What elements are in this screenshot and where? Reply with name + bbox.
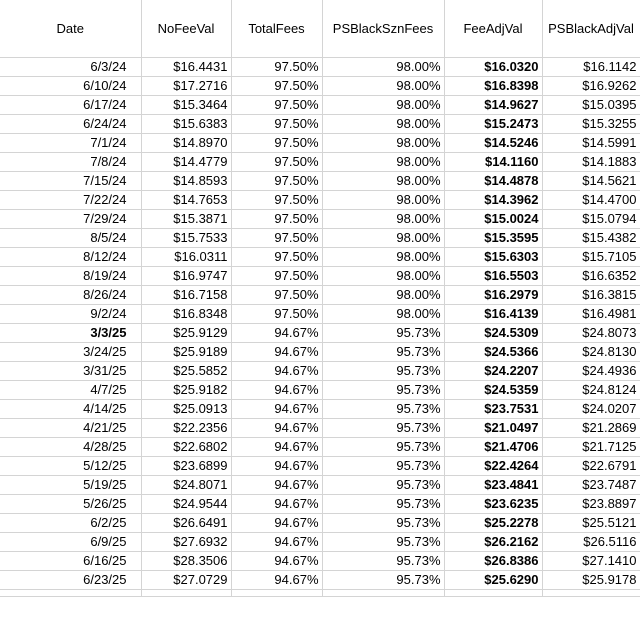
cell-fee-adj-val[interactable]: $15.0024 [444,210,542,229]
cell-ps-black-szn-fees[interactable]: 98.00% [322,115,444,134]
cell-no-fee-val[interactable]: $17.2716 [141,77,231,96]
table-row [0,267,640,286]
cell-total-fees[interactable]: 94.67% [231,381,322,400]
table-row [0,362,640,381]
table-row [0,514,640,533]
cell-ps-black-szn-fees[interactable]: 95.73% [322,552,444,571]
cell-ps-black-szn-fees[interactable]: 95.73% [322,514,444,533]
cell-date[interactable]: 7/8/24 [0,153,141,172]
cell-ps-black-adj-val[interactable]: $21.2869 [542,419,640,438]
cell-date[interactable]: 9/2/24 [0,305,141,324]
cell-ps-black-szn-fees[interactable]: 95.73% [322,400,444,419]
cell-date[interactable]: 3/3/25 [0,324,141,343]
cell-fee-adj-val[interactable]: $15.6303 [444,248,542,267]
cell-date[interactable]: 4/21/25 [0,419,141,438]
cell-date[interactable]: 4/28/25 [0,438,141,457]
table-row-partial [0,590,640,597]
column-header-date[interactable]: Date [0,0,141,58]
cell-no-fee-val[interactable]: $16.9747 [141,267,231,286]
table-row [0,210,640,229]
cell-fee-adj-val[interactable]: $14.5246 [444,134,542,153]
cell-empty[interactable] [0,590,141,597]
cell-date[interactable]: 3/24/25 [0,343,141,362]
cell-no-fee-val[interactable]: $16.7158 [141,286,231,305]
cell-total-fees[interactable]: 94.67% [231,476,322,495]
cell-date[interactable]: 6/16/25 [0,552,141,571]
cell-ps-black-szn-fees[interactable]: 95.73% [322,438,444,457]
header-row [0,0,640,58]
cell-no-fee-val[interactable]: $24.8071 [141,476,231,495]
cell-fee-adj-val[interactable]: $16.4139 [444,305,542,324]
table-row [0,533,640,552]
cell-ps-black-adj-val[interactable]: $24.8130 [542,343,640,362]
cell-ps-black-szn-fees[interactable]: 98.00% [322,58,444,77]
table-body [0,58,640,597]
table-row [0,77,640,96]
cell-ps-black-szn-fees[interactable]: 98.00% [322,248,444,267]
cell-ps-black-szn-fees[interactable]: 98.00% [322,153,444,172]
cell-total-fees[interactable]: 97.50% [231,210,322,229]
cell-fee-adj-val[interactable]: $22.4264 [444,457,542,476]
table-row [0,115,640,134]
cell-total-fees[interactable]: 97.50% [231,96,322,115]
cell-ps-black-adj-val[interactable]: $15.0794 [542,210,640,229]
cell-ps-black-szn-fees[interactable]: 98.00% [322,172,444,191]
cell-ps-black-szn-fees[interactable]: 95.73% [322,324,444,343]
cell-no-fee-val[interactable]: $25.9182 [141,381,231,400]
cell-total-fees[interactable]: 97.50% [231,77,322,96]
cell-date[interactable]: 6/17/24 [0,96,141,115]
cell-no-fee-val[interactable]: $16.0311 [141,248,231,267]
cell-ps-black-adj-val[interactable]: $24.8124 [542,381,640,400]
cell-date[interactable]: 5/19/25 [0,476,141,495]
cell-no-fee-val[interactable]: $15.6383 [141,115,231,134]
cell-ps-black-adj-val[interactable]: $14.5991 [542,134,640,153]
cell-ps-black-szn-fees[interactable]: 98.00% [322,77,444,96]
cell-ps-black-adj-val[interactable]: $24.0207 [542,400,640,419]
cell-total-fees[interactable]: 97.50% [231,115,322,134]
column-header-total-fees[interactable]: TotalFees [231,0,322,58]
cell-ps-black-adj-val[interactable]: $22.6791 [542,457,640,476]
cell-ps-black-adj-val[interactable]: $14.1883 [542,153,640,172]
cell-no-fee-val[interactable]: $24.9544 [141,495,231,514]
cell-ps-black-szn-fees[interactable]: 95.73% [322,419,444,438]
cell-date[interactable]: 7/22/24 [0,191,141,210]
cell-no-fee-val[interactable]: $14.8970 [141,134,231,153]
cell-no-fee-val[interactable]: $22.6802 [141,438,231,457]
table-row [0,381,640,400]
cell-fee-adj-val[interactable]: $14.4878 [444,172,542,191]
cell-ps-black-szn-fees[interactable]: 98.00% [322,134,444,153]
cell-total-fees[interactable]: 97.50% [231,172,322,191]
cell-no-fee-val[interactable]: $15.7533 [141,229,231,248]
cell-no-fee-val[interactable]: $25.9129 [141,324,231,343]
table-row [0,400,640,419]
cell-total-fees[interactable]: 97.50% [231,229,322,248]
cell-date[interactable]: 8/12/24 [0,248,141,267]
cell-ps-black-adj-val[interactable]: $16.1142 [542,58,640,77]
cell-date[interactable]: 7/1/24 [0,134,141,153]
cell-ps-black-szn-fees[interactable]: 95.73% [322,476,444,495]
cell-ps-black-adj-val[interactable]: $15.4382 [542,229,640,248]
table-row [0,343,640,362]
cell-total-fees[interactable]: 94.67% [231,324,322,343]
cell-date[interactable]: 7/15/24 [0,172,141,191]
cell-fee-adj-val[interactable]: $16.2979 [444,286,542,305]
cell-ps-black-adj-val[interactable]: $16.3815 [542,286,640,305]
cell-total-fees[interactable]: 97.50% [231,286,322,305]
cell-ps-black-adj-val[interactable]: $16.9262 [542,77,640,96]
cell-no-fee-val[interactable]: $25.5852 [141,362,231,381]
cell-fee-adj-val[interactable]: $21.0497 [444,419,542,438]
cell-no-fee-val[interactable]: $23.6899 [141,457,231,476]
cell-ps-black-adj-val[interactable]: $15.3255 [542,115,640,134]
cell-total-fees[interactable]: 94.67% [231,362,322,381]
cell-total-fees[interactable]: 94.67% [231,457,322,476]
cell-fee-adj-val[interactable]: $26.8386 [444,552,542,571]
cell-ps-black-adj-val[interactable]: $21.7125 [542,438,640,457]
cell-fee-adj-val[interactable]: $23.7531 [444,400,542,419]
cell-ps-black-szn-fees[interactable]: 98.00% [322,305,444,324]
cell-total-fees[interactable]: 94.67% [231,552,322,571]
cell-ps-black-adj-val[interactable]: $15.0395 [542,96,640,115]
cell-ps-black-szn-fees[interactable]: 95.73% [322,533,444,552]
table-row [0,305,640,324]
cell-total-fees[interactable]: 94.67% [231,533,322,552]
cell-fee-adj-val[interactable]: $15.2473 [444,115,542,134]
table-row [0,324,640,343]
cell-ps-black-szn-fees[interactable]: 95.73% [322,495,444,514]
cell-ps-black-szn-fees[interactable]: 98.00% [322,210,444,229]
cell-empty[interactable] [231,590,322,597]
table-row [0,58,640,77]
cell-fee-adj-val[interactable]: $14.9627 [444,96,542,115]
cell-ps-black-szn-fees[interactable]: 98.00% [322,267,444,286]
table-row [0,476,640,495]
cell-fee-adj-val[interactable]: $15.3595 [444,229,542,248]
column-header-no-fee-val[interactable]: NoFeeVal [141,0,231,58]
cell-ps-black-adj-val[interactable]: $24.4936 [542,362,640,381]
cell-ps-black-szn-fees[interactable]: 95.73% [322,381,444,400]
cell-ps-black-adj-val[interactable]: $23.7487 [542,476,640,495]
cell-date[interactable]: 6/9/25 [0,533,141,552]
cell-no-fee-val[interactable]: $15.3871 [141,210,231,229]
cell-no-fee-val[interactable]: $15.3464 [141,96,231,115]
cell-total-fees[interactable]: 94.67% [231,438,322,457]
column-header-ps-black-szn-fees[interactable]: PSBlackSznFees [322,0,444,58]
cell-ps-black-szn-fees[interactable]: 98.00% [322,229,444,248]
cell-ps-black-adj-val[interactable]: $14.5621 [542,172,640,191]
table-row [0,419,640,438]
cell-ps-black-adj-val[interactable]: $25.5121 [542,514,640,533]
table-row [0,457,640,476]
cell-ps-black-adj-val[interactable]: $14.4700 [542,191,640,210]
cell-ps-black-szn-fees[interactable]: 95.73% [322,457,444,476]
cell-fee-adj-val[interactable]: $16.0320 [444,58,542,77]
cell-fee-adj-val[interactable]: $23.4841 [444,476,542,495]
cell-fee-adj-val[interactable]: $14.3962 [444,191,542,210]
cell-no-fee-val[interactable]: $27.0729 [141,571,231,590]
cell-empty[interactable] [444,590,542,597]
cell-empty[interactable] [141,590,231,597]
table-row [0,191,640,210]
cell-ps-black-adj-val[interactable]: $23.8897 [542,495,640,514]
cell-no-fee-val[interactable]: $14.8593 [141,172,231,191]
cell-no-fee-val[interactable]: $26.6491 [141,514,231,533]
cell-total-fees[interactable]: 97.50% [231,134,322,153]
cell-fee-adj-val[interactable]: $24.5359 [444,381,542,400]
column-header-ps-black-adj-val[interactable]: PSBlackAdjVal [542,0,640,58]
table-row [0,286,640,305]
column-header-fee-adj-val[interactable]: FeeAdjVal [444,0,542,58]
cell-no-fee-val[interactable]: $14.7653 [141,191,231,210]
cell-no-fee-val[interactable]: $14.4779 [141,153,231,172]
cell-fee-adj-val[interactable]: $25.2278 [444,514,542,533]
cell-date[interactable]: 3/31/25 [0,362,141,381]
cell-ps-black-szn-fees[interactable]: 95.73% [322,362,444,381]
cell-no-fee-val[interactable]: $16.4431 [141,58,231,77]
cell-ps-black-szn-fees[interactable]: 98.00% [322,96,444,115]
cell-total-fees[interactable]: 97.50% [231,153,322,172]
cell-date[interactable]: 6/23/25 [0,571,141,590]
cell-date[interactable]: 7/29/24 [0,210,141,229]
cell-date[interactable]: 8/26/24 [0,286,141,305]
table-row [0,229,640,248]
cell-no-fee-val[interactable]: $28.3506 [141,552,231,571]
cell-date[interactable]: 4/14/25 [0,400,141,419]
cell-date[interactable]: 6/10/24 [0,77,141,96]
table-row [0,96,640,115]
cell-total-fees[interactable]: 94.67% [231,400,322,419]
table-row [0,172,640,191]
table-row [0,571,640,590]
cell-no-fee-val[interactable]: $25.0913 [141,400,231,419]
cell-ps-black-szn-fees[interactable]: 98.00% [322,191,444,210]
cell-total-fees[interactable]: 97.50% [231,267,322,286]
cell-fee-adj-val[interactable]: $23.6235 [444,495,542,514]
cell-date[interactable]: 6/2/25 [0,514,141,533]
cell-fee-adj-val[interactable]: $21.4706 [444,438,542,457]
cell-date[interactable]: 5/12/25 [0,457,141,476]
cell-ps-black-adj-val[interactable]: $15.7105 [542,248,640,267]
cell-total-fees[interactable]: 97.50% [231,248,322,267]
table-row [0,552,640,571]
cell-fee-adj-val[interactable]: $16.5503 [444,267,542,286]
cell-ps-black-adj-val[interactable]: $25.9178 [542,571,640,590]
cell-date[interactable]: 8/5/24 [0,229,141,248]
cell-fee-adj-val[interactable]: $25.6290 [444,571,542,590]
cell-date[interactable]: 8/19/24 [0,267,141,286]
cell-ps-black-szn-fees[interactable]: 95.73% [322,343,444,362]
table-row [0,438,640,457]
cell-date[interactable]: 6/24/24 [0,115,141,134]
cell-date[interactable]: 5/26/25 [0,495,141,514]
cell-ps-black-szn-fees[interactable]: 95.73% [322,571,444,590]
cell-fee-adj-val[interactable]: $14.1160 [444,153,542,172]
cell-total-fees[interactable]: 97.50% [231,305,322,324]
cell-ps-black-szn-fees[interactable]: 98.00% [322,286,444,305]
table-row [0,495,640,514]
cell-ps-black-adj-val[interactable]: $27.1410 [542,552,640,571]
cell-ps-black-adj-val[interactable]: $16.6352 [542,267,640,286]
cell-total-fees[interactable]: 97.50% [231,191,322,210]
cell-total-fees[interactable]: 94.67% [231,343,322,362]
cell-empty[interactable] [322,590,444,597]
cell-no-fee-val[interactable]: $25.9189 [141,343,231,362]
cell-date[interactable]: 6/3/24 [0,58,141,77]
cell-total-fees[interactable]: 97.50% [231,58,322,77]
cell-ps-black-adj-val[interactable]: $16.4981 [542,305,640,324]
cell-no-fee-val[interactable]: $16.8348 [141,305,231,324]
cell-total-fees[interactable]: 94.67% [231,571,322,590]
cell-date[interactable]: 4/7/25 [0,381,141,400]
cell-total-fees[interactable]: 94.67% [231,419,322,438]
cell-fee-adj-val[interactable]: $24.2207 [444,362,542,381]
cell-no-fee-val[interactable]: $22.2356 [141,419,231,438]
cell-fee-adj-val[interactable]: $16.8398 [444,77,542,96]
cell-total-fees[interactable]: 94.67% [231,495,322,514]
table-row [0,134,640,153]
cell-fee-adj-val[interactable]: $26.2162 [444,533,542,552]
cell-total-fees[interactable]: 94.67% [231,514,322,533]
cell-empty[interactable] [542,590,640,597]
cell-no-fee-val[interactable]: $27.6932 [141,533,231,552]
cell-ps-black-adj-val[interactable]: $26.5116 [542,533,640,552]
cell-ps-black-adj-val[interactable]: $24.8073 [542,324,640,343]
table-row [0,248,640,267]
cell-fee-adj-val[interactable]: $24.5366 [444,343,542,362]
cell-fee-adj-val[interactable]: $24.5309 [444,324,542,343]
table-row [0,153,640,172]
